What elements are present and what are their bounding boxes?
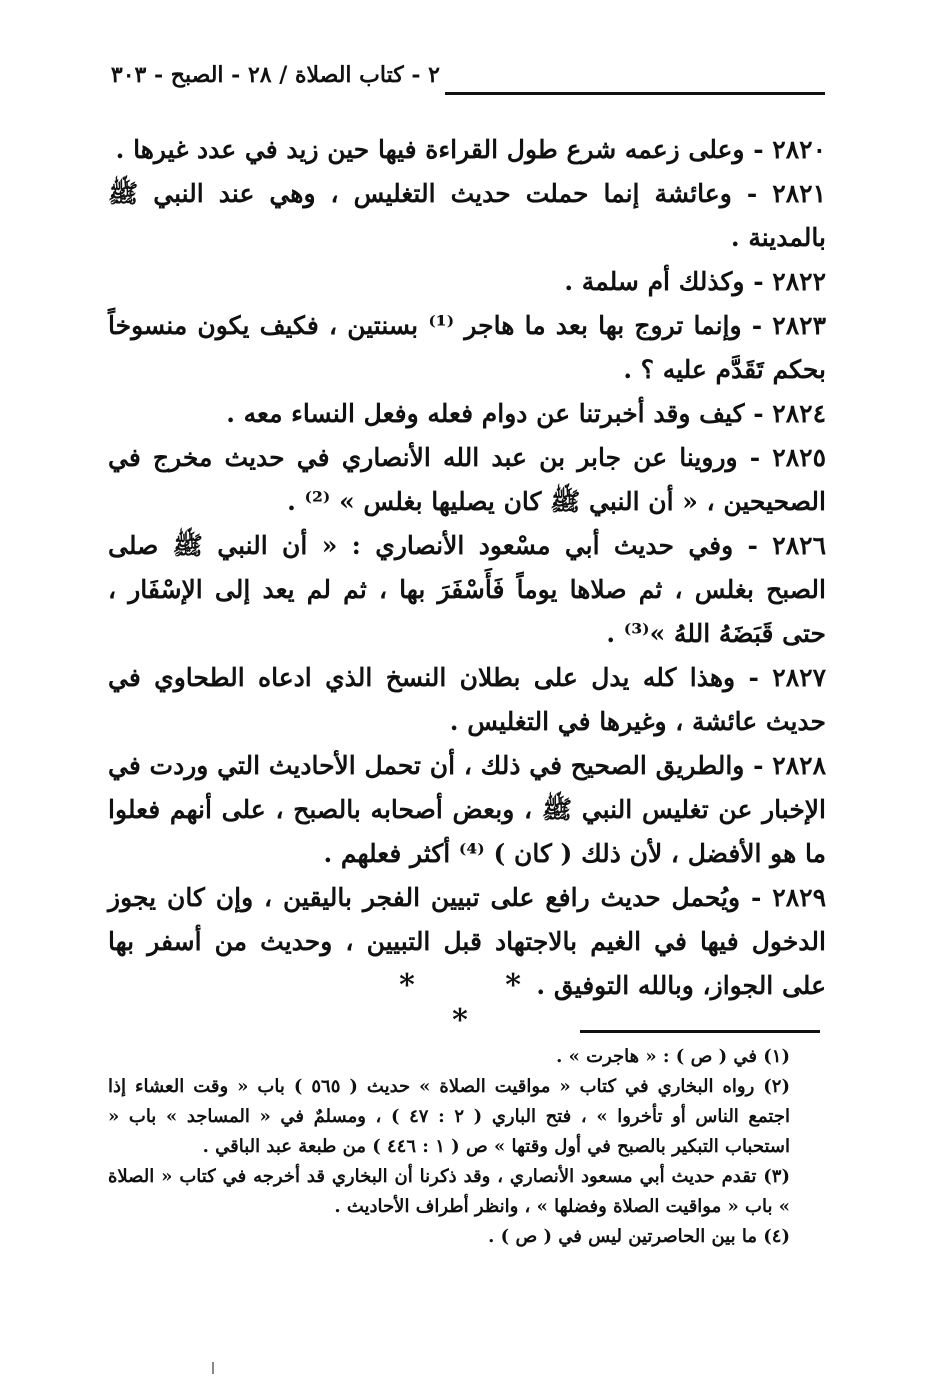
paragraph-2820: ٢٨٢٠ - وعلى زعمه شرع طول القراءة فيها حين زيد في عدد غيرها . [115,135,826,164]
scan-mark [212,1362,214,1374]
footnote-3: (٣) تقدم حديث أبي مسعود الأنصاري ، وقد ذكرنا أن البخاري قد أخرجه في كتاب « الصلاة » باب « مواقيت الصلاة وفضلها » ، وانظر أطراف الأحاديث . [108,1166,790,1217]
footnote-4: (٤) ما بين الحاصرتين ليس في ( ص ) . [488,1226,790,1247]
footnote-rule [580,1030,820,1033]
running-head: ٢ - كتاب الصلاة / ٢٨ - الصبح - ٣٠٣ [110,62,440,88]
header-rule [445,92,825,95]
paragraph-2827: ٢٨٢٧ - وهذا كله يدل على بطلان النسخ الذي ادعاه الطحاوي في حديث عائشة ، وغيرها في التغليس . [108,663,826,736]
paragraph-2828: ٢٨٢٨ - والطريق الصحيح في ذلك ، أن تحمل الأحاديث التي وردت في الإخبار عن تغليس النبي ﷺ ، وبعض أصحابه بالصبح ، على أنهم فعلوا ما هو الأفضل ، لأن ذلك ( كان ) ⁽⁴⁾ أكثر فعلهم . [108,751,826,868]
paragraph-2823: ٢٨٢٣ - وإنما تروج بها بعد ما هاجر ⁽¹⁾ بسنتين ، فكيف يكون منسوخاً بحكم تَقَدَّم عليه ؟ . [108,311,826,384]
footnotes [108,1042,820,1252]
footnote-1: (١) في ( ص ) : « هاجرت » . [556,1046,790,1067]
main-text [108,128,826,1008]
paragraph-2824: ٢٨٢٤ - كيف وقد أخبرتنا عن دوام فعله وفعل النساء معه . [226,399,826,428]
paragraph-2829: ٢٨٢٩ - ويُحمل حديث رافع على تبيين الفجر باليقين ، وإن كان يجوز الدخول فيها في الغيم بالاجتهاد قبل التبيين ، وحديث من أسفر بها على الجواز، وبالله التوفيق . [108,883,826,1000]
footnote-2: (٢) رواه البخاري في كتاب « مواقيت الصلاة » حديث ( ٥٦٥ ) باب « وقت العشاء إذا اجتمع الناس أو تأخروا » ، فتح الباري ( ٢ : ٤٧ ) ، ومسلمٌ في « المساجد » باب « استحباب التبكير بالصبح في أول وقتها » ص ( ١ : ٤٤٦ ) من طبعة عبد الباقي . [108,1076,790,1157]
section-separator: * * * [399,968,561,1038]
paragraph-2821: ٢٨٢١ - وعائشة إنما حملت حديث التغليس ، وهي عند النبي ﷺ بالمدينة . [108,179,826,252]
paragraph-2822: ٢٨٢٢ - وكذلك أم سلمة . [564,267,826,296]
paragraph-2825: ٢٨٢٥ - وروينا عن جابر بن عبد الله الأنصاري في حديث مخرج في الصحيحين ، « أن النبي ﷺ كان يصليها بغلس » ⁽²⁾ . [108,443,826,516]
paragraph-2826: ٢٨٢٦ - وفي حديث أبي مسْعود الأنصاري : « أن النبي ﷺ صلى الصبح بغلس ، ثم صلاها يوماً فَأَسْفَرَ بها ، ثم لم يعد إلى الإسْفَار ، حتى قَبَضَهُ اللهُ »⁽³⁾ . [108,531,826,648]
